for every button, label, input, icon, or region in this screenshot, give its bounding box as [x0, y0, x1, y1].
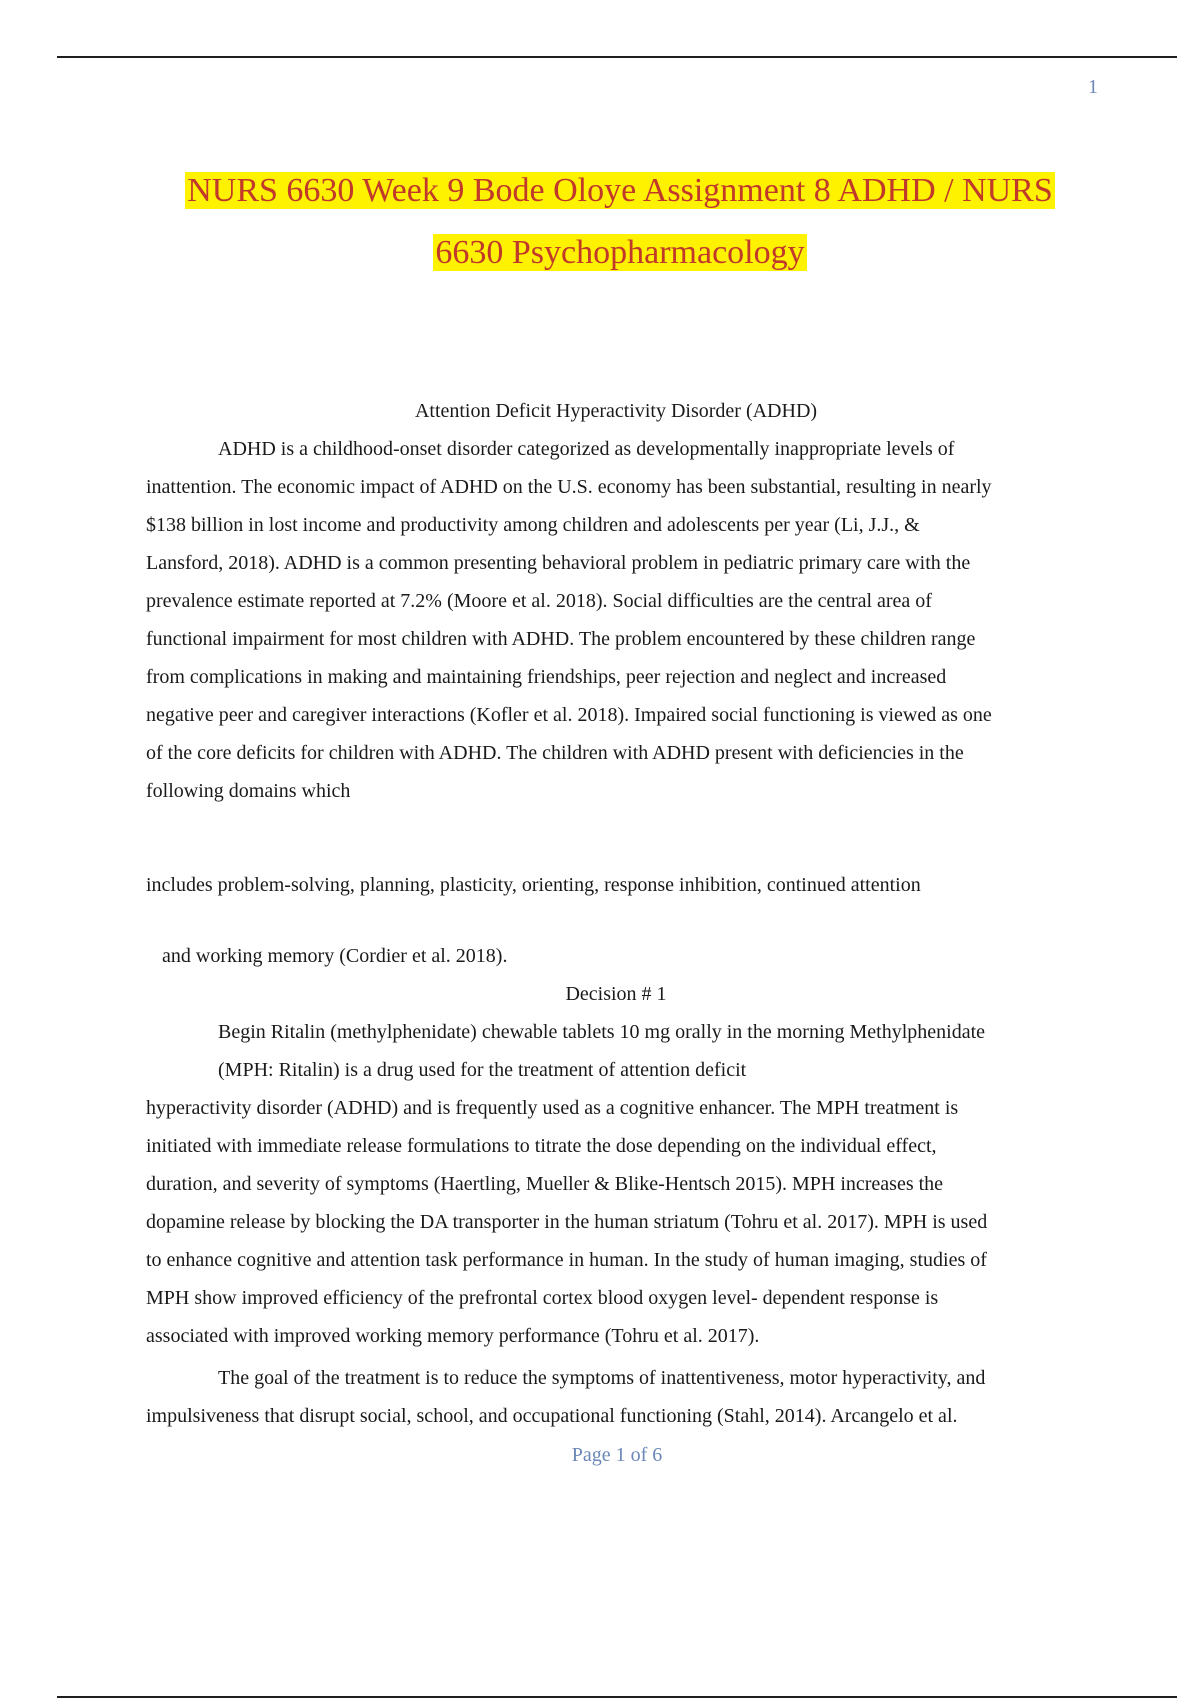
decision-line: Begin Ritalin (methylphenidate) chewable tablets 10 mg orally in the morning Methylphenidate: [218, 1021, 986, 1043]
intro-line: of the core deficits for children with ADHD. The children with ADHD present with deficiencies in the: [146, 742, 964, 764]
domains-paragraph: [146, 866, 1086, 904]
working-memory-paragraph: [146, 937, 1086, 975]
goal-paragraph: [146, 1359, 1086, 1435]
title-highlight-2: 6630 Psychopharmacology: [435, 234, 805, 271]
intro-section: [146, 392, 1086, 810]
decision-line: associated with improved working memory performance (Tohru et al. 2017).: [146, 1325, 760, 1347]
decision-line: duration, and severity of symptoms (Haertling, Mueller & Blike-Hentsch 2015). MPH increases the: [146, 1173, 944, 1195]
title-highlight-1: NURS 6630 Week 9 Bode Oloye Assignment 8 ADHD / NURS: [187, 172, 1053, 209]
decision-line: MPH show improved efficiency of the prefrontal cortex blood oxygen level- dependent response is: [146, 1287, 939, 1309]
decision-line: hyperactivity disorder (ADHD) and is frequently used as a cognitive enhancer. The MPH treatment is: [146, 1097, 959, 1119]
goal-line: The goal of the treatment is to reduce the symptoms of inattentiveness, motor hyperactivity, and: [218, 1367, 986, 1389]
footer-rule: [57, 1696, 1177, 1698]
goal-line: impulsiveness that disrupt social, school, and occupational functioning (Stahl, 2014). Arcangelo et al.: [146, 1405, 958, 1427]
page-footer: Page 1 of 6: [571, 1444, 663, 1466]
decision-section: [146, 975, 1086, 1355]
includes-line: includes problem-solving, planning, plasticity, orienting, response inhibition, continued attention: [146, 874, 921, 896]
intro-line: functional impairment for most children with ADHD. The problem encountered by these children range: [146, 628, 976, 650]
header-rule: [57, 56, 1177, 58]
intro-line: negative peer and caregiver interactions (Kofler et al. 2018). Impaired social functioning is viewed as one: [146, 704, 992, 726]
intro-line: prevalence estimate reported at 7.2% (Moore et al. 2018). Social difficulties are the central area of: [146, 590, 932, 612]
decision-heading: Decision # 1: [565, 983, 667, 1005]
decision-line: dopamine release by blocking the DA transporter in the human striatum (Tohru et al. 2017). MPH is used: [146, 1211, 988, 1233]
intro-line: inattention. The economic impact of ADHD on the U.S. economy has been substantial, resulting in nearly: [146, 476, 992, 498]
intro-line: Lansford, 2018). ADHD is a common presenting behavioral problem in pediatric primary care with the: [146, 552, 971, 574]
title-line-2: [80, 222, 1160, 284]
intro-line: $138 billion in lost income and productivity among children and adolescents per year (Li, J.J., &: [146, 514, 920, 536]
intro-line: ADHD is a childhood-onset disorder categorized as developmentally inappropriate levels of: [218, 438, 955, 460]
intro-line: from complications in making and maintaining friendships, peer rejection and neglect and increased: [146, 666, 947, 688]
section-heading: Attention Deficit Hyperactivity Disorder (ADHD): [414, 400, 818, 422]
page-number: 1: [1088, 76, 1098, 98]
intro-line: following domains which: [146, 780, 351, 802]
working-memory-line: and working memory (Cordier et al. 2018).: [162, 945, 508, 967]
decision-line: (MPH: Ritalin) is a drug used for the treatment of attention deficit: [218, 1059, 747, 1081]
decision-line: initiated with immediate release formulations to titrate the dose depending on the individual effect,: [146, 1135, 937, 1157]
title-line-1: [80, 160, 1160, 222]
document-title: [80, 160, 1160, 284]
decision-line: to enhance cognitive and attention task performance in human. In the study of human imaging, studies of: [146, 1249, 987, 1271]
